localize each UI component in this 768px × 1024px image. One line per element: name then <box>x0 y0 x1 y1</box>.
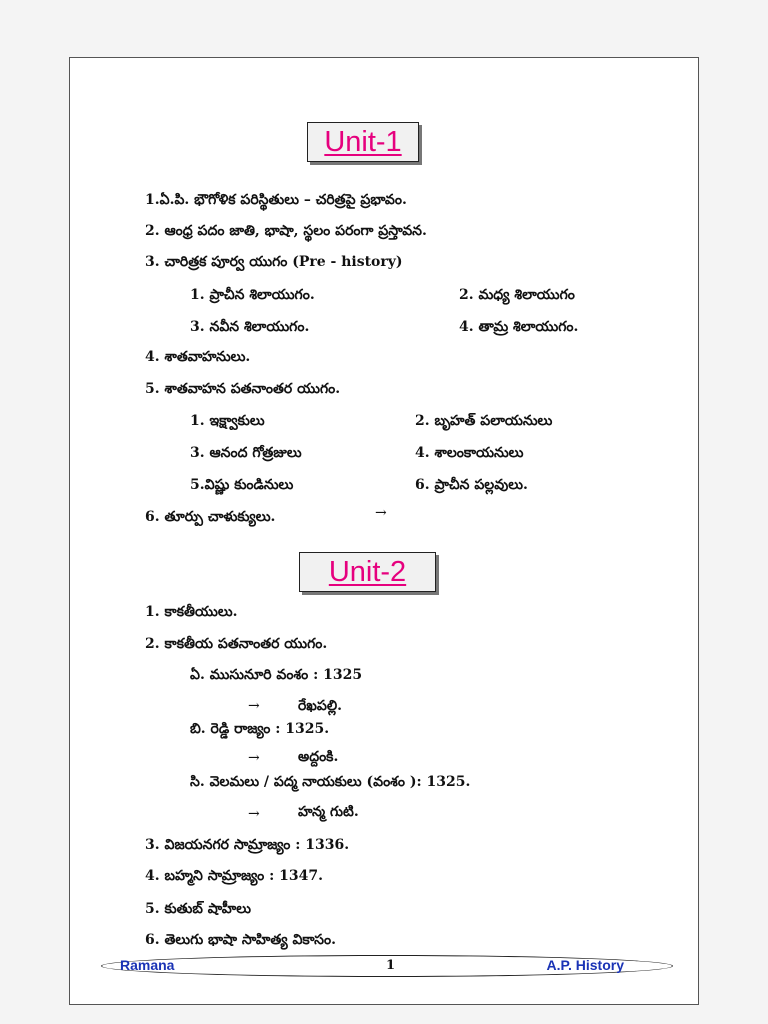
unit-2-heading: Unit-2 <box>299 552 436 592</box>
post-satavahana-sub-2: 2. బృహత్ పలాయనులు <box>415 413 553 429</box>
dynasty-1-label: ఏ. ముసునూరి వంశం : 1325 <box>190 667 363 683</box>
page-number: 1 <box>386 958 396 973</box>
dynasty-1-place: రేఖపల్లి. <box>298 698 342 714</box>
dynasty-3-place: హన్మ గుటి. <box>298 804 359 820</box>
unit-2-item-1: 1. కాకతీయులు. <box>145 604 238 620</box>
dynasty-2-place: అద్దంకి. <box>298 749 339 765</box>
post-satavahana-sub-5: 5.విష్ణు కుండినులు <box>190 477 294 493</box>
prehistory-sub-3: 3. నవీన శిలాయుగం. <box>190 319 310 335</box>
dynasty-2-label: బి. రెడ్డి రాజ్యం : 1325. <box>190 721 330 737</box>
unit-1-item-1: 1.ఏ.పి. భౌగోళిక పరిస్థితులు – చరిత్రపై ప్రభావం. <box>145 192 407 208</box>
post-satavahana-sub-1: 1. ఇక్ష్వాకులు <box>190 413 265 429</box>
prehistory-sub-2: 2. మధ్య శిలాయుగం <box>459 287 575 303</box>
arrow-icon: → <box>248 750 260 766</box>
arrow-icon: → <box>375 505 387 521</box>
post-satavahana-sub-4: 4. శాలంకాయనులు <box>415 445 524 461</box>
unit-2-item-6: 6. తెలుగు భాషా సాహిత్య వికాసం. <box>145 932 336 948</box>
dynasty-3-label: సి. వెలమలు / పద్మ నాయకులు (వంశం ): 1325. <box>190 774 471 790</box>
footer-author: Ramana <box>120 957 175 973</box>
unit-2-item-4: 4. బహ్మని సామ్రాజ్యం : 1347. <box>145 868 323 884</box>
post-satavahana-sub-3: 3. ఆనంద గోత్రజులు <box>190 445 302 461</box>
prehistory-sub-1: 1. ప్రాచీన శిలాయుగం. <box>190 287 315 303</box>
unit-1-item-2: 2. ఆంధ్ర పదం జాతి, భాషా, స్థలం పరంగా ప్రస్తావన. <box>145 223 427 239</box>
unit-1-heading: Unit-1 <box>307 122 419 162</box>
unit-1-item-3: 3. చారిత్రక పూర్వ యుగం (Pre - history) <box>145 254 403 270</box>
unit-1-item-5: 5. శాతవాహన పతనాంతర యుగం. <box>145 381 341 397</box>
unit-2-item-5: 5. కుతుబ్ షాహీలు <box>145 901 251 917</box>
arrow-icon: → <box>248 806 260 822</box>
post-satavahana-sub-6: 6. ప్రాచీన పల్లవులు. <box>415 477 528 493</box>
unit-2-item-3: 3. విజయనగర సామ్రాజ్యం : 1336. <box>145 837 350 853</box>
unit-1-item-4: 4. శాతవాహనులు. <box>145 349 251 365</box>
arrow-icon: → <box>248 698 260 714</box>
footer-subject: A.P. History <box>546 957 624 973</box>
prehistory-sub-4: 4. తామ్ర శిలాయుగం. <box>459 319 579 335</box>
page-footer <box>101 955 673 977</box>
unit-1-item-6: 6. తూర్పు చాళుక్యులు. <box>145 509 276 525</box>
document-page <box>69 57 699 1005</box>
unit-2-item-2: 2. కాకతీయ పతనాంతర యుగం. <box>145 636 328 652</box>
